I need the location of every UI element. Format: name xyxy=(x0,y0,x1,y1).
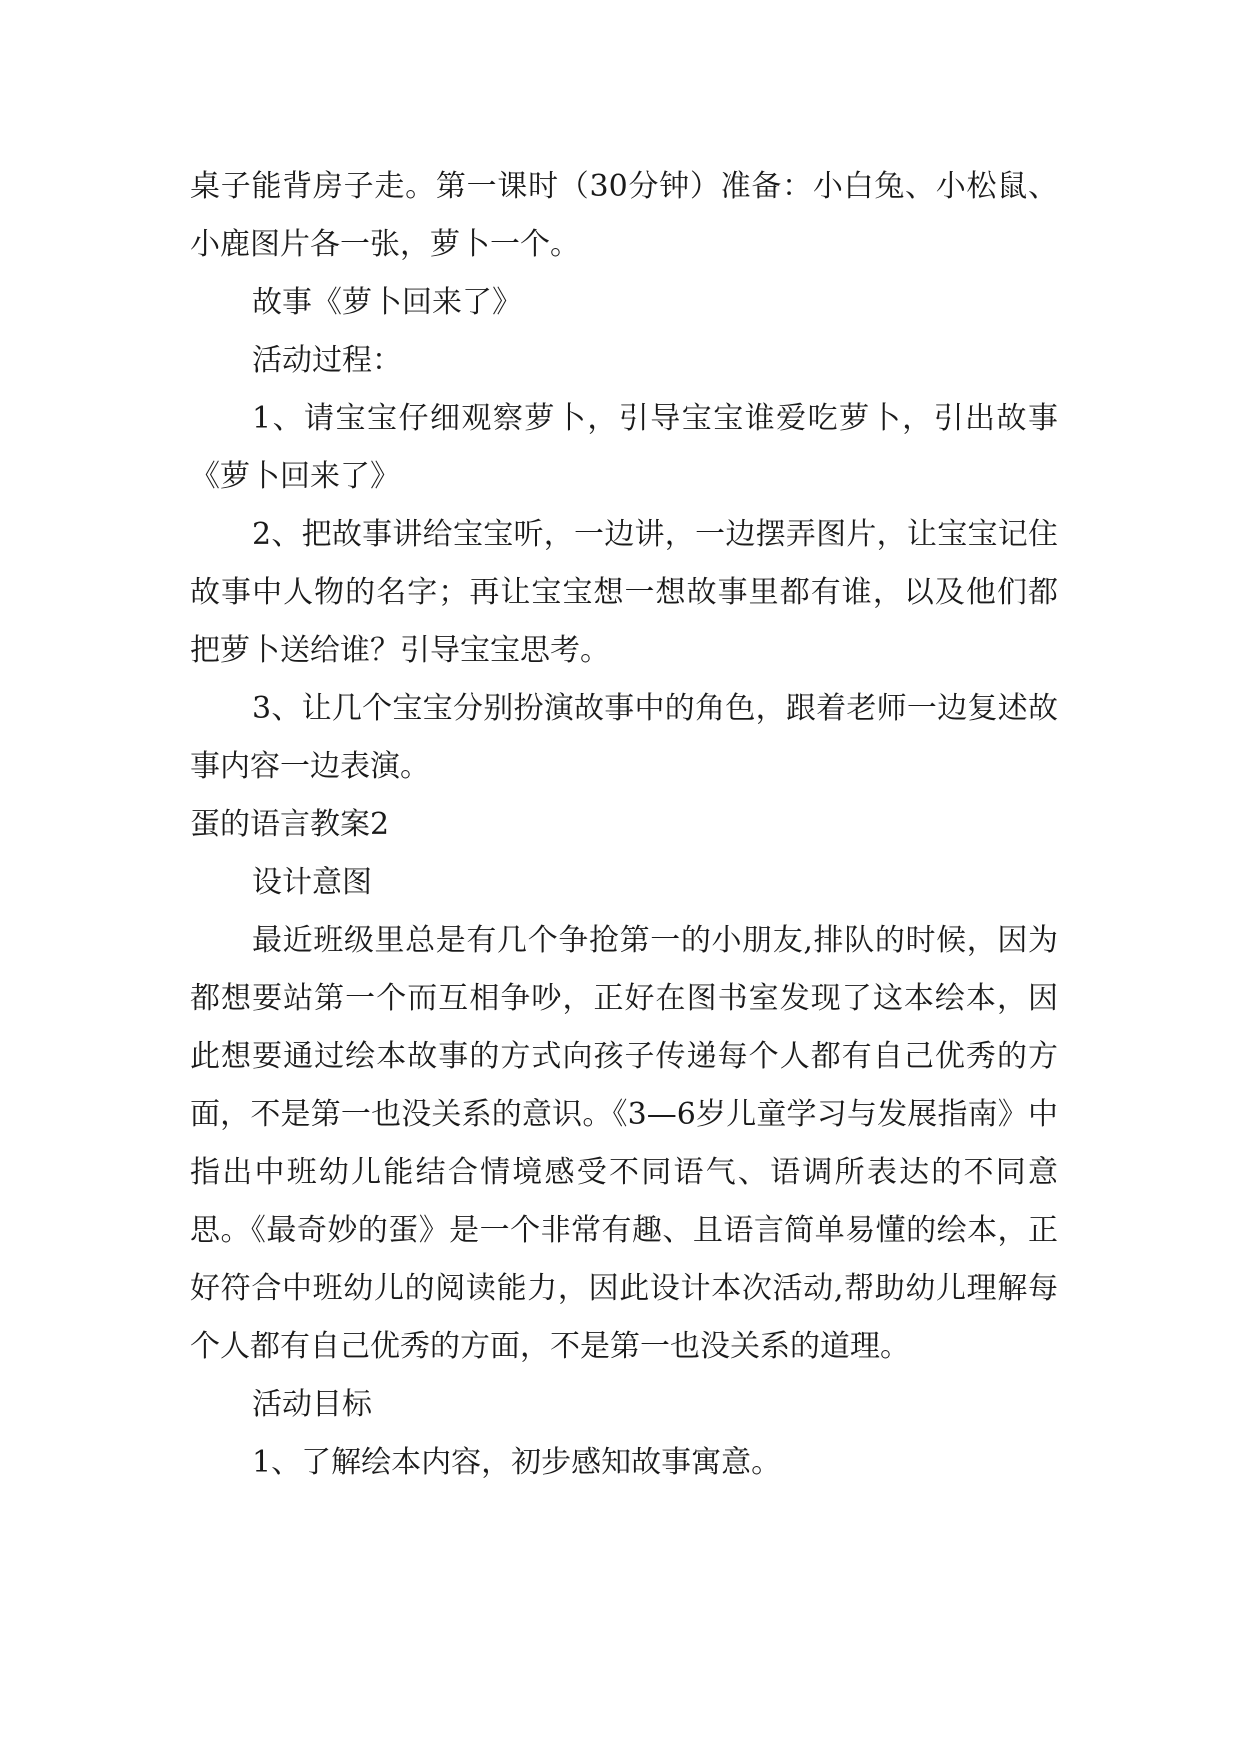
step-3: 3、让几个宝宝分别扮演故事中的角色，跟着老师一边复述故事内容一边表演。 xyxy=(190,691,1058,784)
step-2: 2、把故事讲给宝宝听，一边讲，一边摆弄图片，让宝宝记住故事中人物的名字；再让宝宝想一想故事里都有谁，以及他们都把萝卜送给谁？引导宝宝思考。 xyxy=(190,517,1058,668)
paragraph-preparation: 桌子能背房子走。第一课时（30分钟）准备：小白兔、小松鼠、小鹿图片各一张，萝卜一个。 xyxy=(190,169,1058,262)
document-body xyxy=(190,158,1058,1492)
lesson-title: 蛋的语言教案2 xyxy=(190,807,390,842)
paragraph-design-intent: 最近班级里总是有几个争抢第一的小朋友,排队的时候，因为都想要站第一个而互相争吵，正好在图书室发现了这本绘本，因此想要通过绘本故事的方式向孩子传递每个人都有自己优秀的方面，不是第一也没关系的意识。《3—6岁儿童学习与发展指南》中指出中班幼儿能结合情境感受不同语气、语调所表达的不同意思。《最奇妙的蛋》是一个非常有趣、且语言简单易懂的绘本，正好符合中班幼儿的阅读能力，因此设计本次活动,帮助幼儿理解每个人都有自己优秀的方面，不是第一也没关系的道理。 xyxy=(190,923,1058,1364)
section-heading-process: 活动过程： xyxy=(252,343,402,378)
goal-1: 1、了解绘本内容，初步感知故事寓意。 xyxy=(252,1445,782,1480)
section-heading-goals: 活动目标 xyxy=(252,1387,372,1422)
section-heading-design-intent: 设计意图 xyxy=(252,865,372,900)
story-title: 故事《萝卜回来了》 xyxy=(252,285,522,320)
step-1: 1、请宝宝仔细观察萝卜，引导宝宝谁爱吃萝卜，引出故事《萝卜回来了》 xyxy=(190,401,1058,494)
